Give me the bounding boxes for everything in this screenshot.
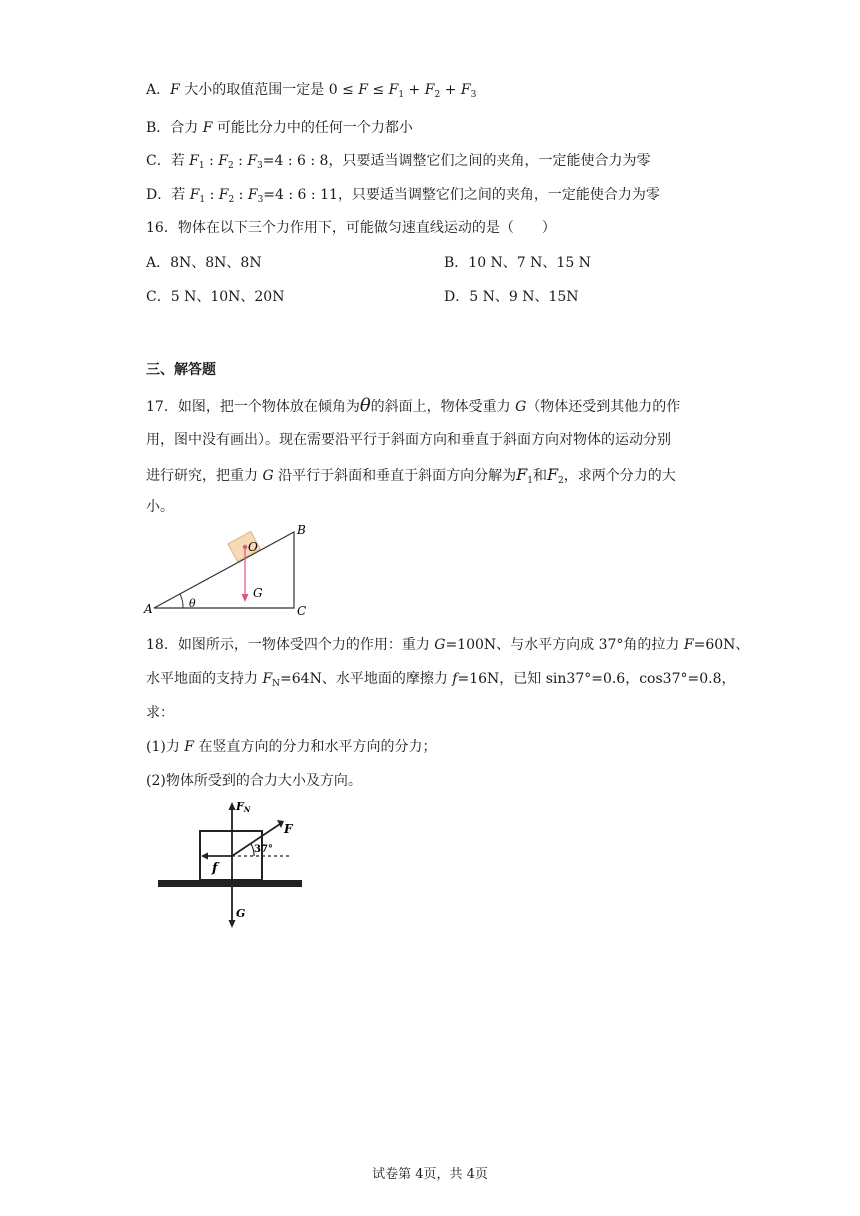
q16-option-a: A．8N、8N、8N	[146, 255, 262, 271]
label-f-pull: F	[284, 822, 293, 836]
label-theta: θ	[189, 597, 196, 610]
q15-option-d: D．若 $F_1$ : $F_2$ : $F_3=4$ : 6 : 11，只要适当调整它们之间的夹角，一定能使合力为零	[146, 187, 660, 205]
q15-option-b: B．合力 F 可能比分力中的任何一个力都小	[146, 120, 413, 136]
label-a: A	[144, 602, 153, 616]
q17-line-1: 17．如图，把一个物体放在倾角为θ的斜面上，物体受重力 G（物体还受到其他力的作	[146, 395, 681, 416]
label-fn: FN	[236, 800, 251, 814]
incline-diagram	[140, 520, 320, 620]
q16-option-d: D．5 N、9 N、15N	[444, 289, 579, 305]
label-c: C	[297, 604, 307, 618]
friction-force-head	[201, 853, 208, 860]
label-o: O	[248, 540, 258, 554]
label-b: B	[297, 523, 306, 537]
q17-line-2: 用，图中没有画出）。现在需要沿平行于斜面方向和垂直于斜面方向对物体的运动分别	[146, 432, 671, 448]
label-g: G	[253, 586, 263, 600]
q18-line-2: 水平地面的支持力 $F_N=64N$、水平地面的摩擦力 f=16N，已知 sin37°=0.6，cos37°=0.8，	[146, 671, 736, 689]
q17-line-3: 进行研究，把重力 G 沿平行于斜面和垂直于斜面方向分解为$F_1$和$F_2$，求两个分力的大	[146, 465, 676, 486]
q16-stem: 16．物体在以下三个力作用下，可能做匀速直线运动的是（ ）	[146, 220, 556, 236]
label-angle: 37°	[254, 844, 273, 855]
section-title: 三、解答题	[146, 362, 216, 378]
label-friction: f	[212, 861, 218, 876]
ground	[158, 880, 302, 887]
gravity-arrow-head	[242, 594, 249, 602]
theta-arc	[180, 594, 183, 608]
q18-part-2: (2)物体所受到的合力大小及方向。	[146, 773, 362, 789]
force-diagram	[150, 800, 310, 930]
q15-option-c: C．若 $F_1$ : $F_2$ : $F_3=4$ : 6 : 8，只要适当调整它们之间的夹角，一定能使合力为零	[146, 153, 651, 171]
label-g: G	[236, 907, 246, 920]
q18-part-1: (1)力 F 在竖直方向的分力和水平方向的分力；	[146, 739, 437, 755]
q16-option-c: C．5 N、10N、20N	[146, 289, 285, 305]
q18-line-3: 求：	[146, 705, 174, 721]
q17-line-4: 小。	[146, 499, 174, 515]
page-footer: 试卷第 4页，共 4页	[372, 1167, 488, 1182]
q15-option-a: A．F 大小的取值范围一定是 $0 \le F \le F_1 + F_2 + F_3$	[146, 82, 477, 100]
q18-line-1: 18．如图所示，一物体受四个力的作用：重力 G=100N、与水平方向成 37°角的拉力 F=60N、	[146, 637, 750, 653]
normal-force-head	[229, 802, 236, 810]
gravity-force-head	[229, 920, 236, 928]
point-o	[243, 545, 247, 549]
incline-triangle	[154, 532, 294, 608]
q16-option-b: B．10 N、7 N、15 N	[444, 255, 591, 271]
pull-force-head	[277, 820, 284, 828]
